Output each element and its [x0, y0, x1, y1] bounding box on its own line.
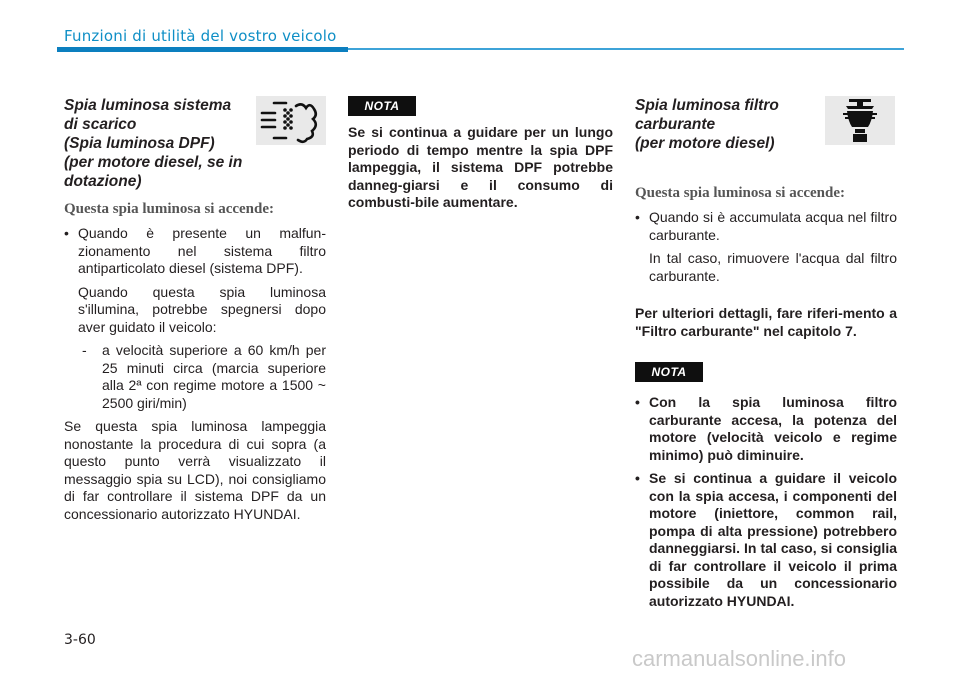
- heading-line: carburante: [635, 116, 716, 133]
- nota-label: NOTA: [348, 96, 416, 116]
- dpf-note-section: [348, 96, 613, 212]
- dpf-dash-item: - a velocità superiore a 60 km/h per 25 minuti circa (marcia superiore alla 2ª con regime motore a 1500 ~ 2500 giri/min): [78, 342, 326, 412]
- fuel-filter-indent-text: In tal caso, rimuovere l'acqua dal filtro carburante.: [649, 250, 897, 284]
- heading-line: (Spia luminosa DPF): [64, 135, 215, 152]
- header-rule-dark: [57, 47, 348, 52]
- watermark: carmanualsonline.info: [632, 646, 847, 671]
- page-number: 3-60: [64, 632, 96, 648]
- dpf-paragraph: Se questa spia luminosa lampeggia nonostante la procedura di cui sopra (a questo punto verrà visualizzato il messaggio spia su LCD), noi consigliamo di far controllare il sistema DPF da un concessionario autorizzato HYUNDAI.: [64, 418, 326, 522]
- fuel-filter-heading: [635, 96, 825, 153]
- dpf-subheading: Questa spia luminosa si accende:: [64, 201, 275, 217]
- heading-line: di scarico: [64, 116, 137, 133]
- nota-label: NOTA: [635, 362, 703, 382]
- heading-line: Spia luminosa sistema: [64, 97, 232, 114]
- dpf-note-text: Se si continua a guidare per un lungo periodo di tempo mentre la spia DPF lampeggia, il sistema DPF potrebbe danneg-giarsi e il consumo di combusti-bile aumentare.: [348, 124, 613, 210]
- heading-line: dotazione): [64, 173, 142, 190]
- fuel-filter-note-bullet: • Con la spia luminosa filtro carburante accesa, la potenza del motore (velocità veicolo e regime minimo) può diminuire.: [635, 394, 897, 464]
- fuel-filter-subheading: Questa spia luminosa si accende:: [635, 185, 846, 201]
- fuel-filter-note-bullet: • Se si continua a guidare il veicolo con la spia accesa, i componenti del motore (iniettore, common rail, pompa di alta pressione) potrebbero danneggiarsi. In tal caso, si consiglia di far controllare il veicolo il prima possibile da un concessionario autorizzato HYUNDAI.: [635, 470, 897, 610]
- dpf-section: [64, 96, 326, 523]
- dpf-warning-icon: [256, 96, 326, 145]
- header-rule-light: [348, 48, 904, 50]
- heading-line: (per motore diesel): [635, 135, 775, 152]
- heading-line: Spia luminosa filtro: [635, 97, 779, 114]
- heading-line: (per motore diesel, se in: [64, 154, 243, 171]
- fuel-filter-bullet: • Quando si è accumulata acqua nel filtro carburante.: [635, 209, 897, 244]
- fuel-filter-section: [635, 96, 897, 616]
- dpf-heading: [64, 96, 264, 191]
- fuel-filter-warning-icon: [825, 96, 895, 145]
- fuel-filter-reference: Per ulteriori dettagli, fare riferi-mento a "Filtro carburante" nel capitolo 7.: [635, 305, 897, 339]
- section-title: Funzioni di utilità del vostro veicolo: [64, 27, 337, 45]
- dpf-bullet: • Quando è presente un malfun-zionamento nel sistema filtro antiparticolato diesel (sistema DPF).: [64, 225, 326, 278]
- dpf-indent-text: Quando questa spia luminosa s'illumina, potrebbe spegnersi dopo aver guidato il veicolo:: [78, 283, 326, 335]
